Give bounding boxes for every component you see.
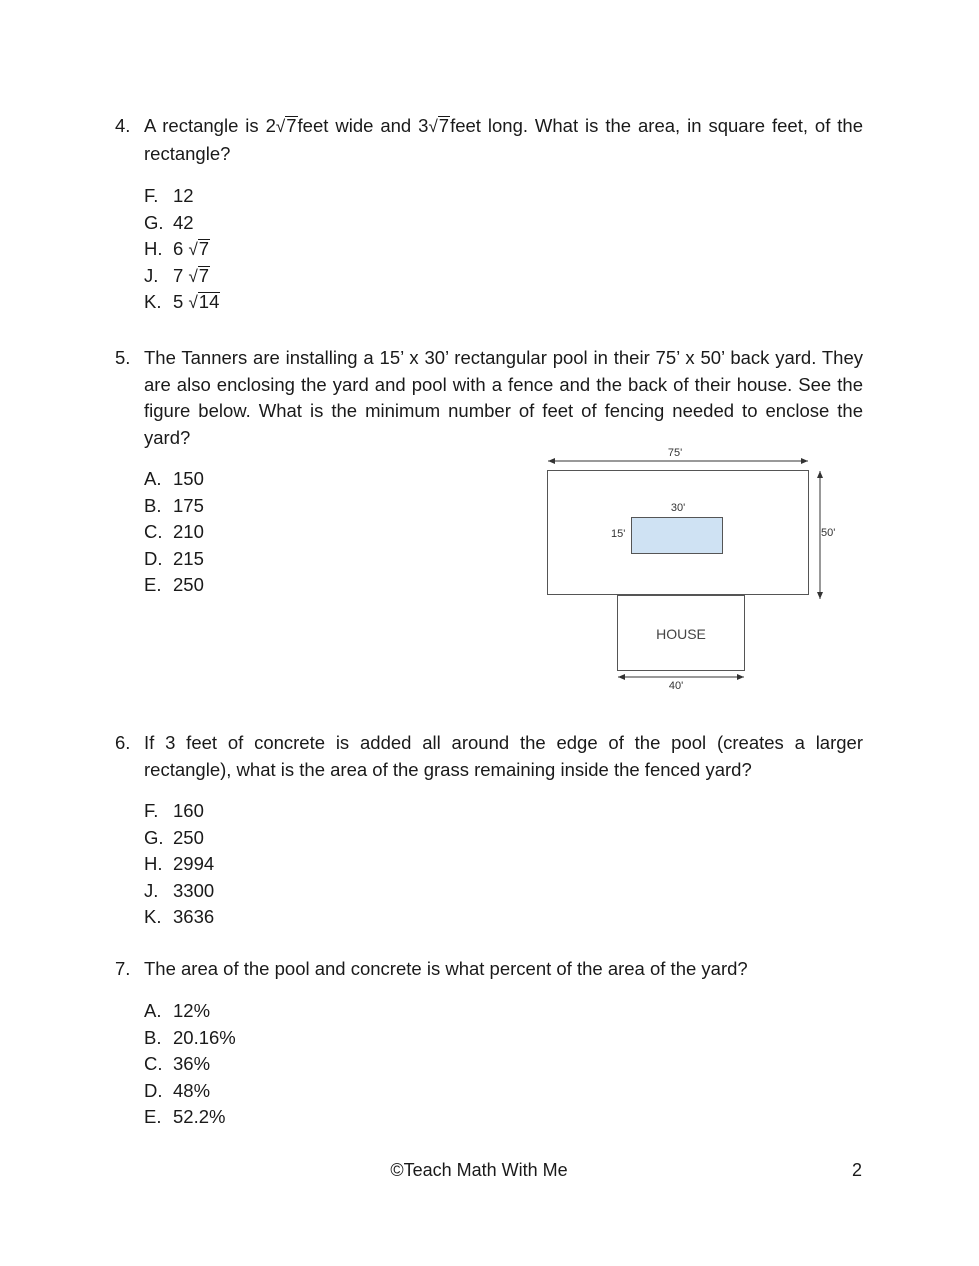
answer-choice: B. 175 [144, 494, 204, 516]
question-number: 4. [115, 115, 131, 136]
footer-copyright: ©Teach Math With Me [390, 1160, 568, 1180]
answer-choice: D. 215 [144, 547, 204, 569]
answer-choice: E. 250 [144, 574, 204, 595]
square-root: √7 [275, 115, 297, 136]
question-6 [115, 730, 863, 783]
square-root: √14 [188, 291, 220, 312]
question-text: The Tanners are installing a 15’ x 30’ rectangular pool in their 75’ x 50’ back yard. They are also enclosing the yard and pool with a fence and the back of their house. See the figure below. What is the minimum number of feet of fencing needed to enclose the yard? [144, 347, 863, 448]
answer-choice: B. 20.16% [144, 1026, 236, 1048]
pool-length-label: 30' [670, 502, 686, 514]
answer-choice: C. 210 [144, 521, 204, 542]
answer-choice: J. 3300 [144, 879, 215, 901]
question-4 [115, 113, 863, 167]
answer-choice: K. 5 √14 [144, 289, 220, 316]
square-root: √7 [188, 264, 210, 286]
question-text: The area of the pool and concrete is what percent of the area of the yard? [144, 958, 748, 979]
answer-choice: G. 42 [144, 211, 194, 233]
page-number: 2 [851, 1160, 862, 1180]
question-text: If 3 feet of concrete is added all around the edge of the pool (creates a larger rectangle), what is the area of the grass remaining inside the fenced yard? [144, 732, 863, 780]
question-text: A rectangle is 2√7feet wide and 3√7feet long. What is the area, in square feet, of the rectangle? [144, 115, 864, 164]
square-root: √7 [188, 238, 210, 259]
answer-choices-7 [144, 998, 236, 1131]
answer-choice: H. 2994 [144, 853, 215, 874]
question-5 [115, 345, 863, 451]
answer-choice: D. 48% [144, 1079, 211, 1101]
answer-choices-4 [144, 183, 220, 316]
answer-choice: E. 52.2% [144, 1106, 226, 1127]
answer-choice: K. 3636 [144, 906, 215, 927]
answer-choice: F. 160 [144, 800, 204, 821]
yard-depth-label: 50' [821, 527, 836, 539]
question-number: 6. [115, 732, 131, 753]
question-number: 5. [115, 347, 131, 368]
question-7 [115, 956, 863, 983]
house-width-label: 40' [668, 680, 684, 692]
answer-choice: C. 36% [144, 1053, 211, 1074]
answer-choice: J. 7 √7 [144, 263, 220, 290]
yard-figure [540, 440, 850, 695]
answer-choice: A. 12% [144, 1000, 211, 1021]
yard-width-label: 75' [667, 447, 683, 459]
answer-choice: F. 12 [144, 185, 194, 206]
pool-width-label: 15' [611, 528, 626, 540]
house-label: HOUSE [656, 626, 706, 642]
answer-choices-6 [144, 798, 214, 931]
square-root: √7 [428, 115, 450, 136]
answer-choices-5 [144, 466, 204, 599]
answer-choice: H. 6 √7 [144, 236, 220, 263]
pool-rectangle [632, 518, 723, 554]
answer-choice: G. 250 [144, 826, 204, 848]
answer-choice: A. 150 [144, 468, 204, 489]
question-number: 7. [115, 958, 131, 979]
